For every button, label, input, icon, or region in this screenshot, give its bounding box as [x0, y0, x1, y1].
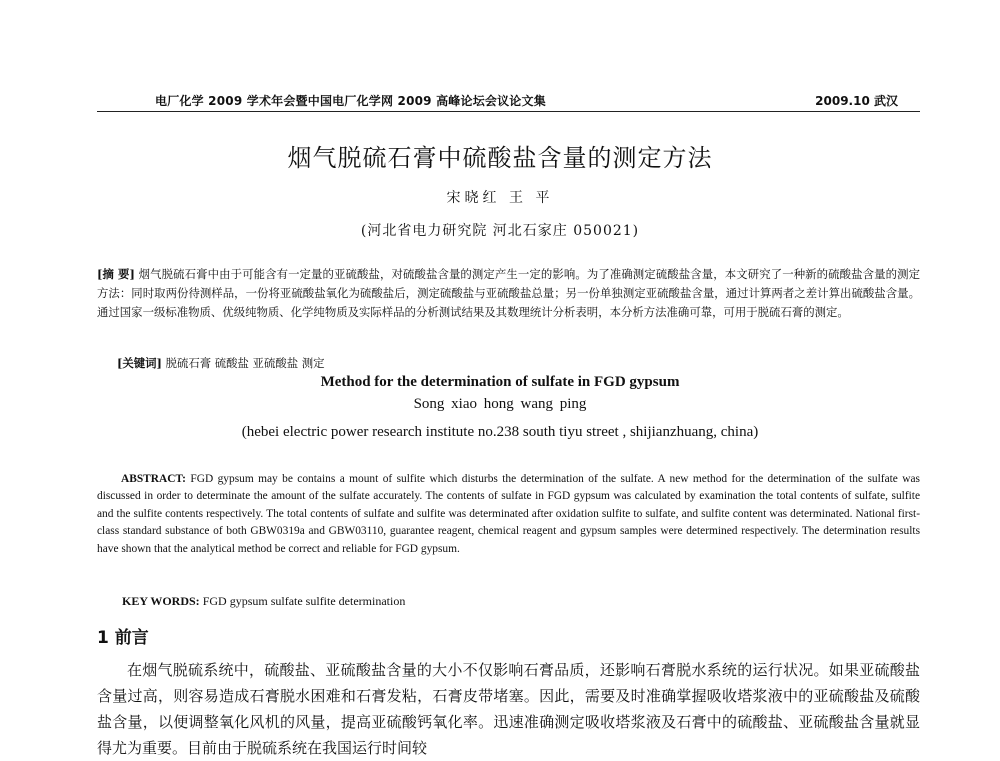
running-header — [97, 90, 920, 112]
chinese-affiliation: (河北省电力研究院 河北石家庄 050021) — [360, 223, 640, 239]
header-rule — [97, 111, 920, 112]
chinese-keywords-label: [关键词] — [117, 356, 162, 370]
chinese-abstract-label: [摘 要] — [97, 267, 135, 281]
english-abstract-text: FGD gypsum may be contains a mount of sulfite which disturbs the determination of the sulfate. A new method for the determination of the sulfate was discussed in order to determinate the amount of the sulfate accurately. The contents of sulfate in FGD gypsum was calculated by examination the total contents of sulfate, sulfite and the sulfite contents respectively. The total contents of sulfate and sulfite was determinated after oxidation sulfite to sulfate, and sulfite content was determinated. National first-class standard substance of both GBW0319a and GBW03110, guarantee reagent, chemical reagent and gypsum samples were determined respectively. The determination results have shown that the analytical method be correct and reliable for FGD gypsum. — [97, 473, 920, 555]
english-keywords-label: KEY WORDS: — [122, 594, 200, 608]
chinese-authors: 宋晓红 王 平 — [446, 190, 554, 206]
header-date-location: 2009.10 武汉 — [815, 94, 898, 108]
english-affiliation: (hebei electric power research institute no.238 south tiyu street , shijianzhuang, china) — [241, 424, 759, 440]
english-keywords — [122, 594, 405, 609]
chinese-title: 烟气脱硫石膏中硫酸盐含量的测定方法 — [287, 144, 713, 172]
english-keywords-text: FGD gypsum sulfate sulfite determination — [202, 594, 406, 608]
english-authors: Song xiao hong wang ping — [413, 396, 587, 412]
introduction-paragraph: 在烟气脱硫系统中，硫酸盐、亚硫酸盐含量的大小不仅影响石膏品质，还影响石膏脱水系统的运行状况。如果亚硫酸盐含量过高，则容易造成石膏脱水困难和石膏发粘，石膏皮带堵塞。因此，需要及时准确掌握吸收塔浆液中的亚硫酸盐及硫酸盐含量，以便调整氧化风机的风量，提高亚硫酸钙氧化率。迅速准确测定吸收塔浆液及石膏中的硫酸盐、亚硫酸盐含量就显得尤为重要。目前由于脱硫系统在我国运行时间较 — [97, 661, 920, 757]
header-proceedings-title: 电厂化学 2009 学术年会暨中国电厂化学网 2009 高峰论坛会议论文集 — [155, 94, 546, 108]
chinese-abstract-text: 烟气脱硫石膏中由于可能含有一定量的亚硫酸盐，对硫酸盐含量的测定产生一定的影响。为了准确测定硫酸盐含量，本文研究了一种新的硫酸盐含量的测定方法：同时取两份待测样品，一份将亚硫酸盐氧化为硫酸盐后，测定硫酸盐与亚硫酸盐总量；另一份单独测定亚硫酸盐含量，通过计算两者之差计算出硫酸盐含量。通过国家一级标准物质、优级纯物质、化学纯物质及实际样品的分析测试结果及其数理统计分析表明，本分析方法准确可靠，可用于脱硫石膏的测定。 — [97, 267, 920, 319]
chinese-keywords-text: 脱硫石膏 硫酸盐 亚硫酸盐 测定 — [165, 356, 325, 370]
chinese-keywords — [117, 355, 325, 371]
chinese-abstract — [97, 265, 920, 322]
english-abstract-label: ABSTRACT: — [121, 473, 186, 485]
english-abstract — [97, 471, 920, 558]
english-title: Method for the determination of sulfate in FGD gypsum — [320, 374, 680, 390]
section-heading-introduction: 1 前言 — [97, 628, 149, 648]
